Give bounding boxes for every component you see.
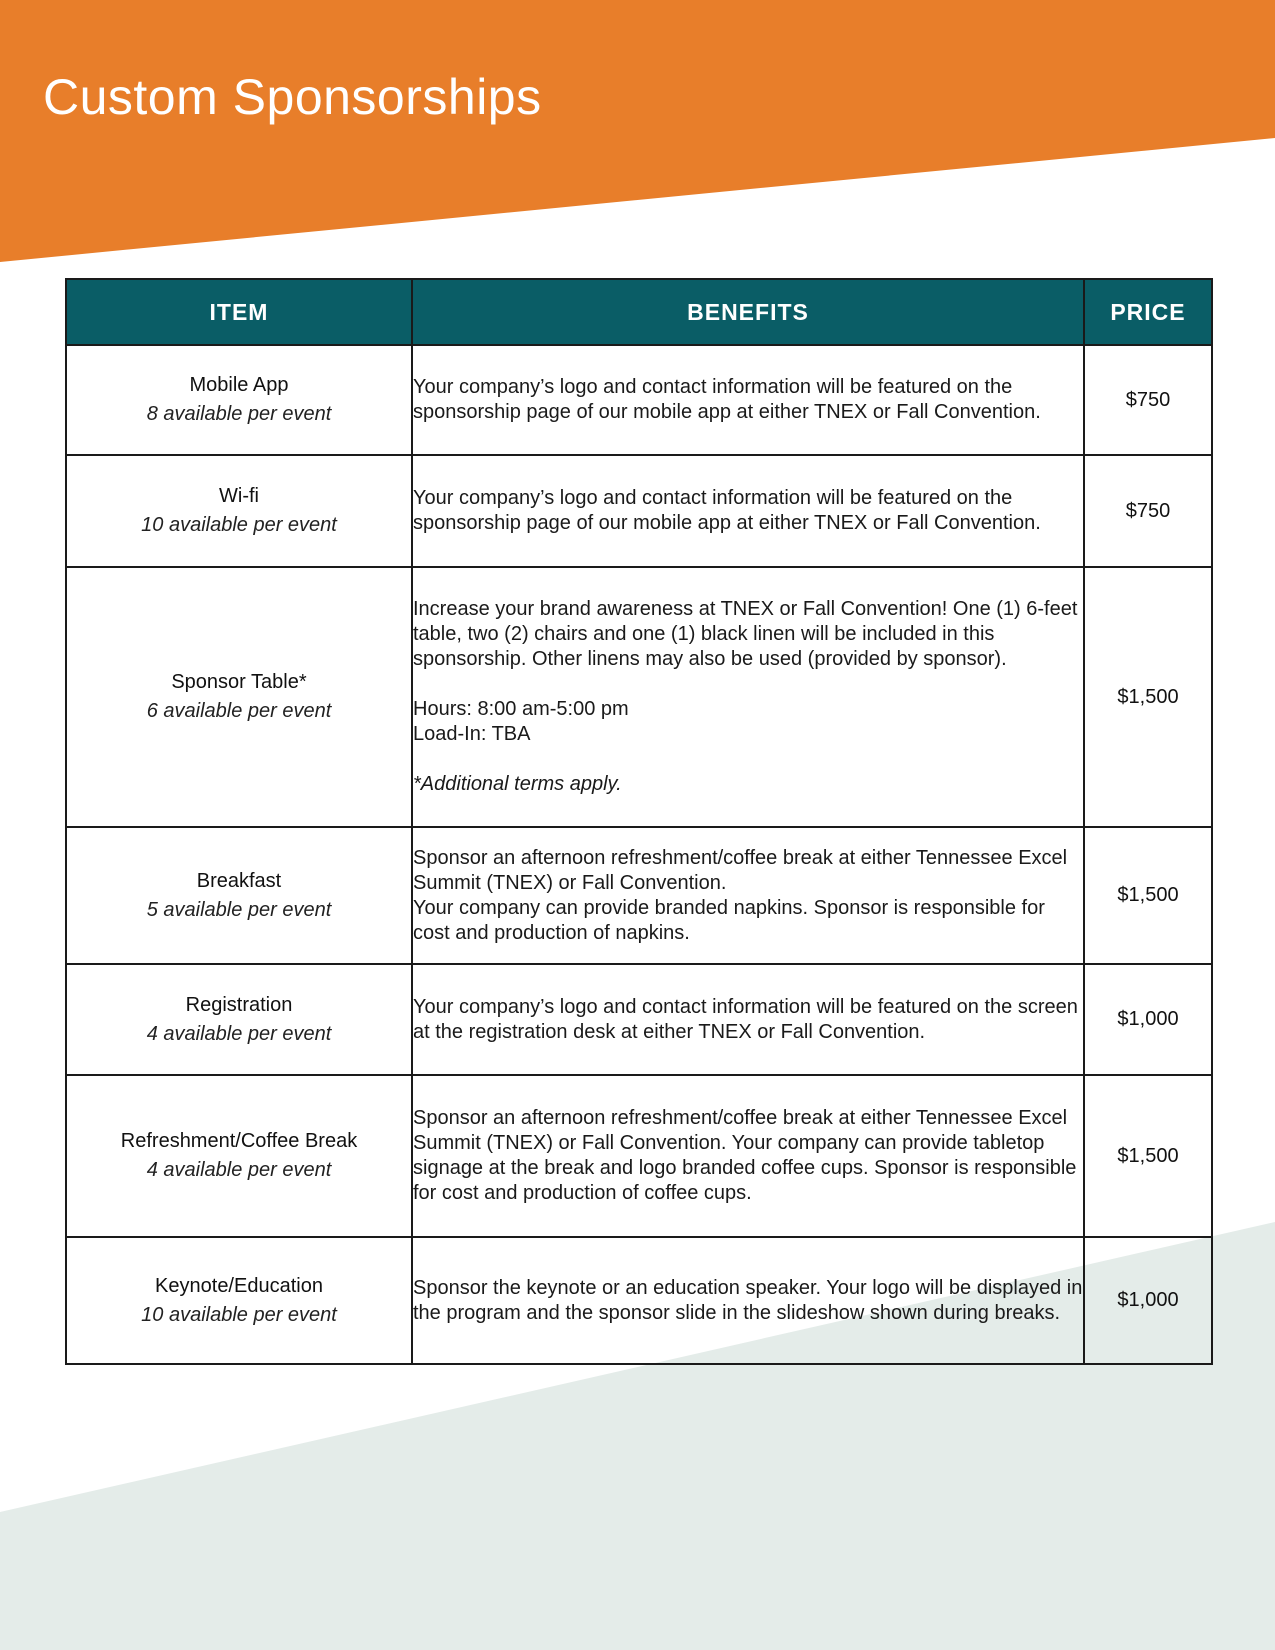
benefit-line: Sponsor an afternoon refreshment/coffee break at either Tennessee Excel Summit (TNEX) or Fall Convention. — [413, 846, 1068, 894]
item-cell — [66, 345, 412, 455]
item-availability: 4 available per event — [146, 1159, 332, 1181]
item-name: Mobile App — [189, 374, 289, 396]
item-availability: 4 available per event — [146, 1022, 332, 1045]
item-cell — [66, 455, 412, 567]
item-availability: 6 available per event — [146, 700, 332, 722]
benefit-text: Sponsor an afternoon refreshment/coffee break at either Tennessee Excel Summit (TNEX) or Fall Convention. Your company can provide tabletop signage at the break and logo branded coffee cups. Sponsor is responsible for cost and production of coffee cups. — [413, 1107, 1077, 1204]
header-item: ITEM — [66, 279, 412, 345]
item-cell — [66, 1075, 412, 1237]
sponsorship-table — [65, 278, 1213, 1365]
price-cell: $1,000 — [1084, 1237, 1212, 1364]
page-title: Custom Sponsorships — [43, 69, 542, 125]
item-cell — [66, 964, 412, 1075]
benefit-text: Increase your brand awareness at TNEX or Fall Convention! One (1) 6-feet table, two (2) chairs and one (1) black linen will be included in this sponsorship. Other linens may also be used (provided by sponsor). — [413, 598, 1078, 670]
table-row — [66, 345, 1212, 455]
benefit-hours — [413, 697, 1083, 747]
table-row — [66, 964, 1212, 1075]
price-cell: $1,500 — [1084, 1075, 1212, 1237]
price-cell: $750 — [1084, 345, 1212, 455]
item-cell — [66, 1237, 412, 1364]
item-name: Breakfast — [196, 869, 282, 892]
table-header-row — [66, 279, 1212, 345]
table-row — [66, 1075, 1212, 1237]
price-cell: $1,000 — [1084, 964, 1212, 1075]
item-availability: 5 available per event — [146, 898, 332, 921]
benefits-cell — [412, 964, 1084, 1075]
table-row — [66, 567, 1212, 827]
price-cell: $1,500 — [1084, 567, 1212, 827]
benefits-cell — [412, 345, 1084, 455]
item-cell — [66, 567, 412, 827]
table-row — [66, 455, 1212, 567]
header-benefits: BENEFITS — [412, 279, 1084, 345]
item-availability: 8 available per event — [146, 403, 332, 425]
item-availability: 10 available per event — [141, 1303, 337, 1326]
item-name: Wi-fi — [219, 485, 259, 507]
item-name: Keynote/Education — [155, 1274, 323, 1297]
item-name: Sponsor Table* — [171, 671, 307, 693]
benefit-line: Your company can provide branded napkins. Sponsor is responsible for cost and production of napkins. — [413, 896, 1045, 944]
item-availability: 10 available per event — [141, 514, 337, 536]
price-cell: $1,500 — [1084, 827, 1212, 964]
benefits-cell — [412, 455, 1084, 567]
benefit-text — [413, 846, 1083, 946]
benefit-text: Sponsor the keynote or an education speaker. Your logo will be displayed in the program and the sponsor slide in the slideshow shown during breaks. — [413, 1276, 1083, 1324]
benefits-cell — [412, 827, 1084, 964]
benefits-cell — [412, 1237, 1084, 1364]
table-row — [66, 1237, 1212, 1364]
table-row — [66, 827, 1212, 964]
item-name: Registration — [185, 993, 293, 1016]
benefit-text: Your company’s logo and contact information will be featured on the sponsorship page of our mobile app at either TNEX or Fall Convention. — [413, 376, 1041, 423]
benefits-cell — [412, 1075, 1084, 1237]
item-name: Refreshment/Coffee Break — [120, 1130, 358, 1152]
benefit-hours-text: Hours: 8:00 am-5:00 pm — [413, 698, 629, 720]
benefits-cell — [412, 567, 1084, 827]
benefit-text: Your company’s logo and contact information will be featured on the screen at the registration desk at either TNEX or Fall Convention. — [413, 995, 1078, 1043]
header-price: PRICE — [1084, 279, 1212, 345]
price-cell: $750 — [1084, 455, 1212, 567]
item-cell — [66, 827, 412, 964]
orange-banner — [0, 0, 1275, 262]
benefit-note: *Additional terms apply. — [413, 773, 622, 795]
benefit-load-in-text: Load-In: TBA — [413, 723, 531, 745]
benefit-text: Your company’s logo and contact information will be featured on the sponsorship page of our mobile app at either TNEX or Fall Convention. — [413, 487, 1041, 534]
